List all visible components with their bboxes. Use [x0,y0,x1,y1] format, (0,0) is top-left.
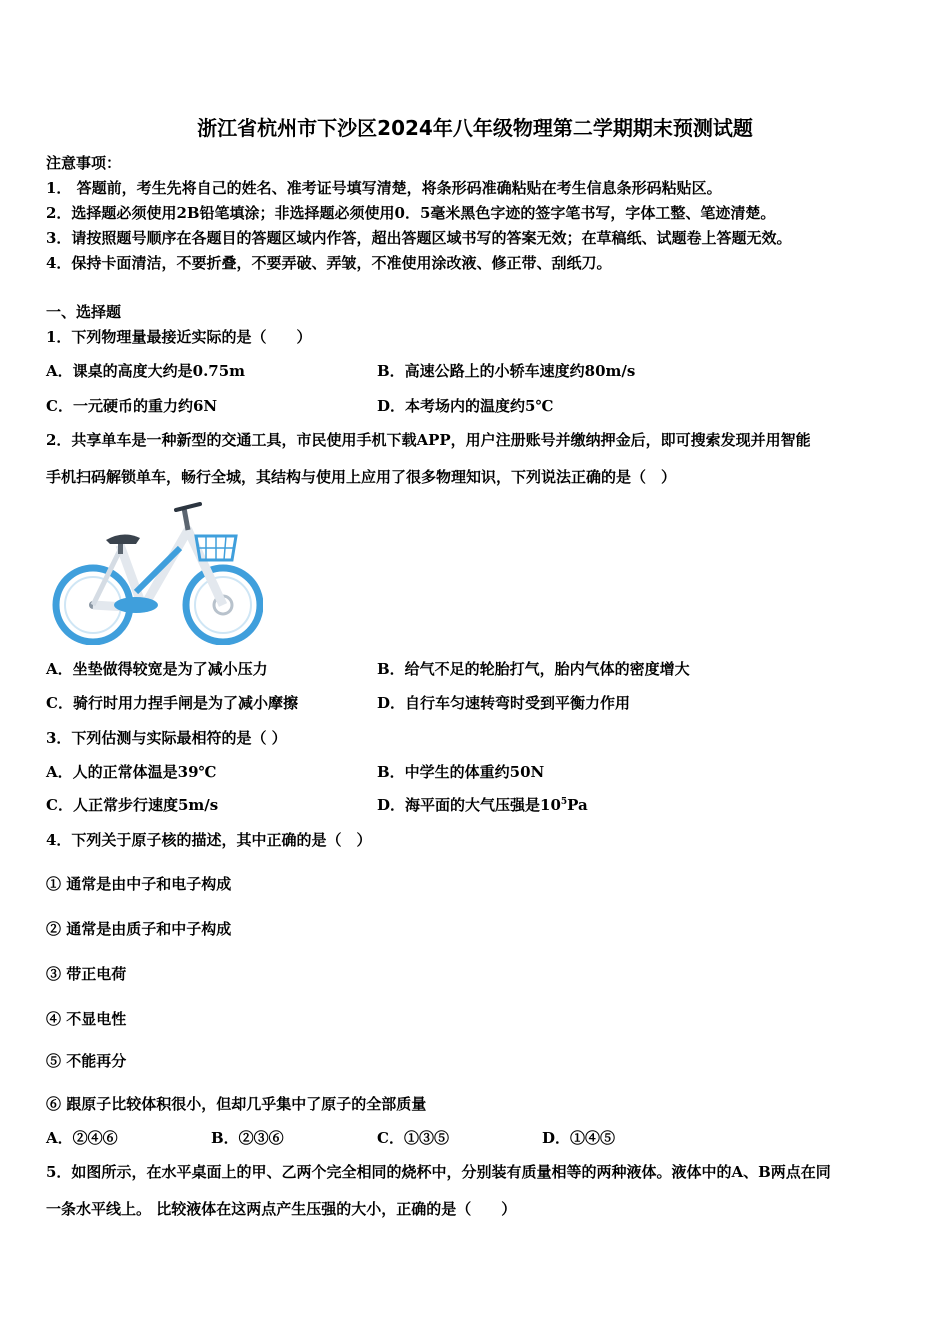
q4-statement: ⑥ 跟原子比较体积很小，但却几乎集中了原子的全部质量 [46,1095,427,1113]
q1-option-d: D．本考场内的温度约5℃ [377,397,554,415]
q3-option-d [377,794,588,815]
notice-item: 1． 答题前，考生先将自己的姓名、准考证号填写清楚，将条形码准确粘贴在考生信息条形码粘贴区。 [46,179,722,197]
q3-option-a: A．人的正常体温是39℃ [46,763,217,781]
q2-option-b: B．给气不足的轮胎打气，胎内气体的密度增大 [377,660,690,678]
q4-statement: ⑤ 不能再分 [46,1052,127,1070]
notice-item: 4．保持卡面清洁，不要折叠，不要弄破、弄皱，不准使用涂改液、修正带、刮纸刀。 [46,254,612,272]
question-5-stem-cont: 一条水平线上。 比较液体在这两点产生压强的大小，正确的是（ ） [46,1200,517,1218]
question-3-stem: 3．下列估测与实际最相符的是（ ） [46,729,287,747]
q1-option-a: A．课桌的高度大约是0.75m [46,362,246,380]
q2-option-d: D．自行车匀速转弯时受到平衡力作用 [377,694,631,712]
q3-option-d-text: D．海平面的大气压强是10 [377,796,561,814]
q4-statement: ② 通常是由质子和中子构成 [46,920,232,938]
q1-option-b: B．高速公路上的小轿车速度约80m/s [377,362,636,380]
q4-option-d: D．①④⑤ [542,1129,616,1147]
question-2-stem-cont: 手机扫码解锁单车，畅行全城，其结构与使用上应用了很多物理知识，下列说法正确的是（ ） [46,468,677,486]
question-4-stem: 4．下列关于原子核的描述，其中正确的是（ ） [46,831,372,849]
q4-statement: ③ 带正电荷 [46,965,127,983]
chain-guard [114,597,158,613]
notice-item: 3．请按照题号顺序在各题目的答题区域内作答，超出答题区域书写的答案无效；在草稿纸、试题卷上答题无效。 [46,229,792,247]
q2-option-a: A．坐垫做得较宽是为了减小压力 [46,660,268,678]
q2-option-c: C．骑行时用力捏手闸是为了减小摩擦 [46,694,298,712]
section-heading: 一、选择题 [46,303,122,321]
question-5-stem: 5．如图所示，在水平桌面上的甲、乙两个完全相同的烧杯中，分别装有质量相等的两种液体。液体中的A、B两点在同 [46,1163,831,1181]
page-title: 浙江省杭州市下沙区2024年八年级物理第二学期期末预测试题 [197,116,753,140]
notice-item: 2．选择题必须使用2B铅笔填涂；非选择题必须使用0．5毫米黑色字迹的签字笔书写，字体工整、笔迹清楚。 [46,204,776,222]
q4-option-a: A．②④⑥ [46,1129,118,1147]
q3-option-d-unit: Pa [567,796,588,814]
shared-bike-image [48,500,263,645]
q1-option-c: C．一元硬币的重力约6N [46,397,218,415]
q3-option-c: C．人正常步行速度5m/s [46,796,219,814]
seat-icon [106,534,140,544]
q4-option-c: C．①③⑤ [377,1129,449,1147]
q3-option-d-exponent: 5 [560,797,568,807]
notice-heading: 注意事项： [46,154,122,172]
q4-statement: ④ 不显电性 [46,1010,127,1028]
q4-option-b: B．②③⑥ [211,1129,284,1147]
q3-option-b: B．中学生的体重约50N [377,763,545,781]
q4-statement: ① 通常是由中子和电子构成 [46,875,232,893]
question-1-stem: 1．下列物理量最接近实际的是（ ） [46,328,312,346]
question-2-stem: 2．共享单车是一种新型的交通工具，市民使用手机下载APP，用户注册账号并缴纳押金后，即可搜索发现并用智能 [46,431,811,449]
